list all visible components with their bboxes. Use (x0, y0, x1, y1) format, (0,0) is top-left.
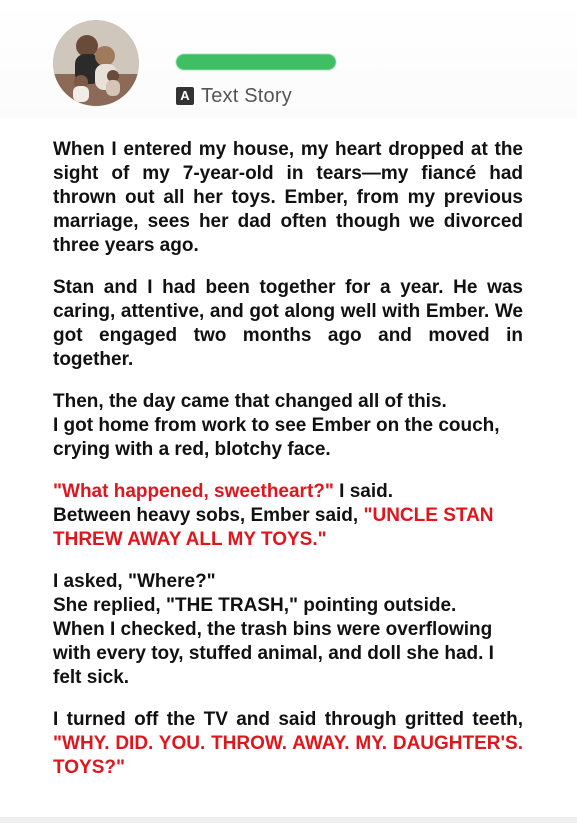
paragraph-4-line-2 (53, 504, 523, 552)
paragraph-1: When I entered my house, my heart dropped at the sight of my 7-year-old in tears—my fiancé had thrown out all her toys. Ember, from my previous marriage, sees her dad often though we divorced three years ago. (53, 139, 523, 256)
paragraph-3 (53, 390, 523, 462)
paragraph-4-line-1 (53, 480, 523, 504)
between-sobs-text: Between heavy sobs, Ember said, (53, 505, 364, 526)
paragraph-5 (53, 570, 523, 690)
i-said-text: I said. (333, 481, 394, 502)
paragraph-2: Stan and I had been together for a year. He was caring, attentive, and got along well with Ember. We got engaged two months ago and moved in together. (53, 277, 523, 370)
turned-off-tv-text: I turned off the TV and said through gritted teeth, (53, 709, 523, 730)
story-body (53, 138, 523, 798)
paragraph-5-line-3: When I checked, the trash bins were overflowing with every toy, stuffed animal, and doll she had. I felt sick. (53, 619, 494, 688)
text-story-tag (176, 84, 292, 108)
family-photo-avatar[interactable] (53, 20, 139, 106)
quote-uncle-stan: "UNCLE STAN THREW AWAY ALL MY TOYS." (53, 505, 494, 550)
paragraph-3-line-1: Then, the day came that changed all of this. (53, 391, 447, 412)
paragraph-5-line-2: She replied, "THE TRASH," pointing outside. (53, 595, 457, 616)
bottom-divider (0, 817, 577, 823)
paragraph-6 (53, 708, 523, 780)
avatar-image (53, 20, 139, 106)
quote-why-did-you: "WHY. DID. YOU. THROW. AWAY. MY. DAUGHTER'S. TOYS?" (53, 733, 523, 778)
text-story-icon: A (176, 87, 194, 105)
paragraph-3-line-2: I got home from work to see Ember on the couch, crying with a red, blotchy face. (53, 415, 500, 460)
story-header (0, 0, 577, 118)
redacted-author-name (176, 54, 336, 70)
quote-what-happened: "What happened, sweetheart?" (53, 481, 334, 502)
paragraph-5-line-1: I asked, "Where?" (53, 571, 216, 592)
text-story-label: Text Story (201, 85, 292, 107)
paragraph-4 (53, 480, 523, 552)
